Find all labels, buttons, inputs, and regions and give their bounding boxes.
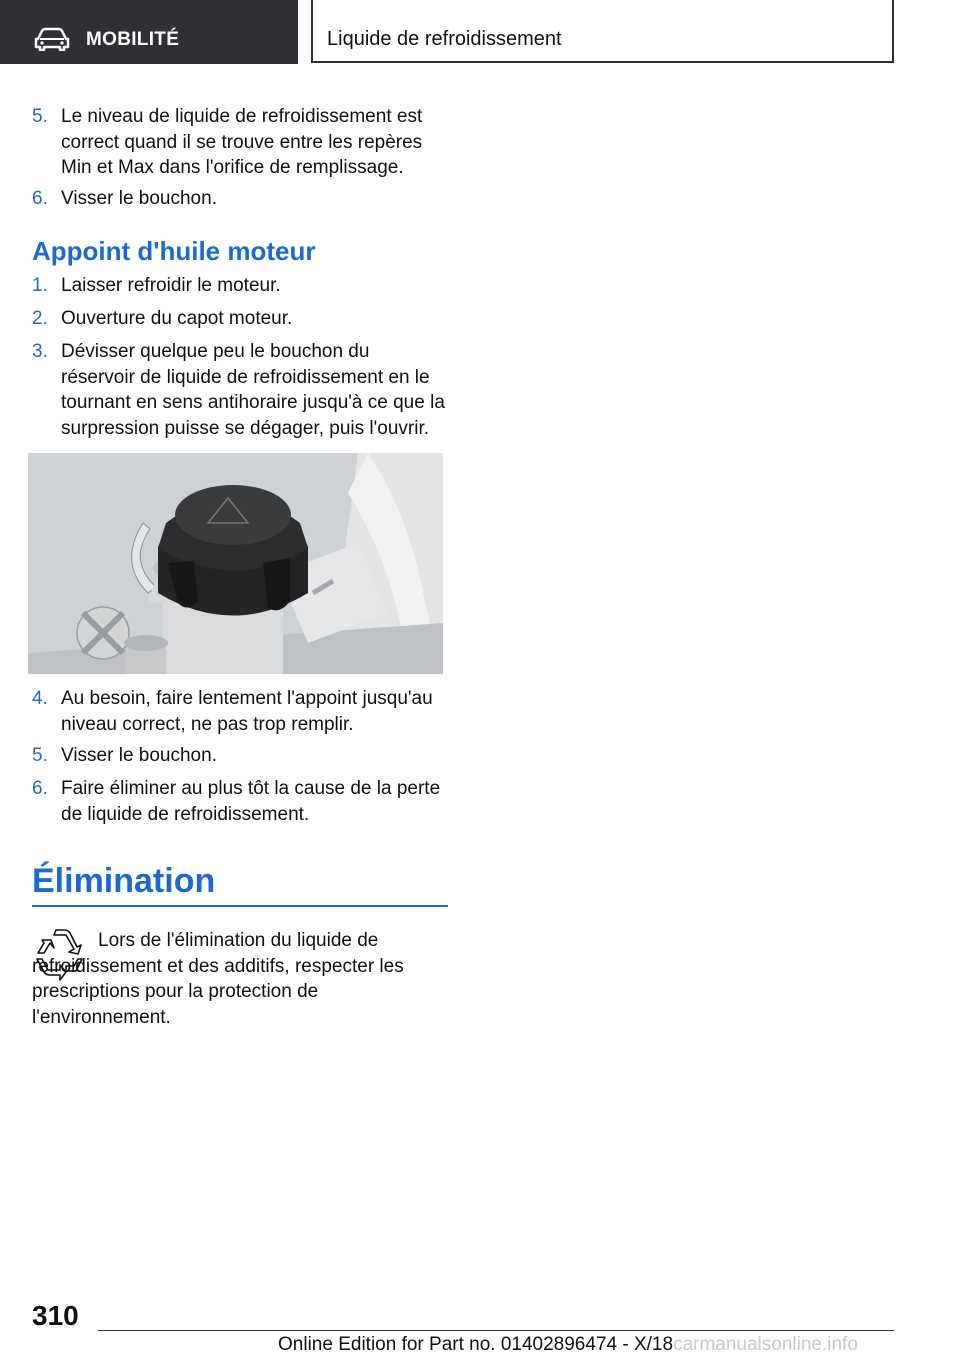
step-number: 1. xyxy=(32,275,48,296)
footer-edition xyxy=(278,1334,858,1356)
list-item xyxy=(32,776,448,827)
list-item xyxy=(32,306,448,332)
edition-text: Online Edition for Part no. 01402896474 - X/18 xyxy=(278,1334,674,1355)
step-text: Laisser refroidir le moteur. xyxy=(61,275,281,296)
step-text: Visser le bouchon. xyxy=(61,745,217,766)
list-item xyxy=(32,104,448,181)
step-text: Dévisser quelque peu le bouchon du réservoir de liquide de refroidissement en le tournant en sens antihoraire jusqu'à ce que la surpression puisse se dégager, puis l'ouvrir. xyxy=(61,341,445,439)
list-item xyxy=(32,686,448,737)
step-number: 5. xyxy=(32,745,48,766)
step-text: Au besoin, faire lentement l'appoint jusqu'au niveau correct, ne pas trop remplir. xyxy=(61,688,433,735)
list-item xyxy=(32,273,448,299)
list-item xyxy=(32,743,448,769)
chapter-title-box xyxy=(311,0,894,63)
coolant-cap-illustration xyxy=(28,453,443,674)
step-number: 6. xyxy=(32,188,48,209)
step-text: Ouverture du capot moteur. xyxy=(61,308,293,329)
section-heading-oil: Appoint d'huile moteur xyxy=(32,236,316,266)
list-item xyxy=(32,186,448,212)
section-divider xyxy=(32,905,448,907)
step-number: 5. xyxy=(32,106,48,127)
step-text: Le niveau de liquide de refroidissement est correct quand il se trouve entre les repères Min et Max dans l'orifice de remplissage. xyxy=(61,106,423,178)
watermark: carmanualsonline.info xyxy=(673,1334,858,1355)
section-tab xyxy=(0,0,298,64)
step-number: 2. xyxy=(32,308,48,329)
page-number: 310 xyxy=(32,1300,79,1331)
step-number: 6. xyxy=(32,778,48,799)
step-text: Faire éliminer au plus tôt la cause de la perte de liquide de refroidissement. xyxy=(61,778,441,825)
footer-divider xyxy=(98,1330,894,1331)
list-item xyxy=(32,339,448,441)
step-number: 4. xyxy=(32,688,48,709)
section-label: MOBILITÉ xyxy=(86,29,180,50)
step-number: 3. xyxy=(32,341,48,362)
disposal-note xyxy=(32,928,448,1030)
disposal-text: Lors de l'élimination du liquide de refroidissement et des additifs, respecter les prescriptions pour la protection de l'environnement. xyxy=(32,930,404,1028)
section-heading-disposal: Élimination xyxy=(32,862,216,900)
chapter-title: Liquide de refroidissement xyxy=(327,28,562,50)
step-text: Visser le bouchon. xyxy=(61,188,217,209)
car-icon xyxy=(34,27,70,51)
